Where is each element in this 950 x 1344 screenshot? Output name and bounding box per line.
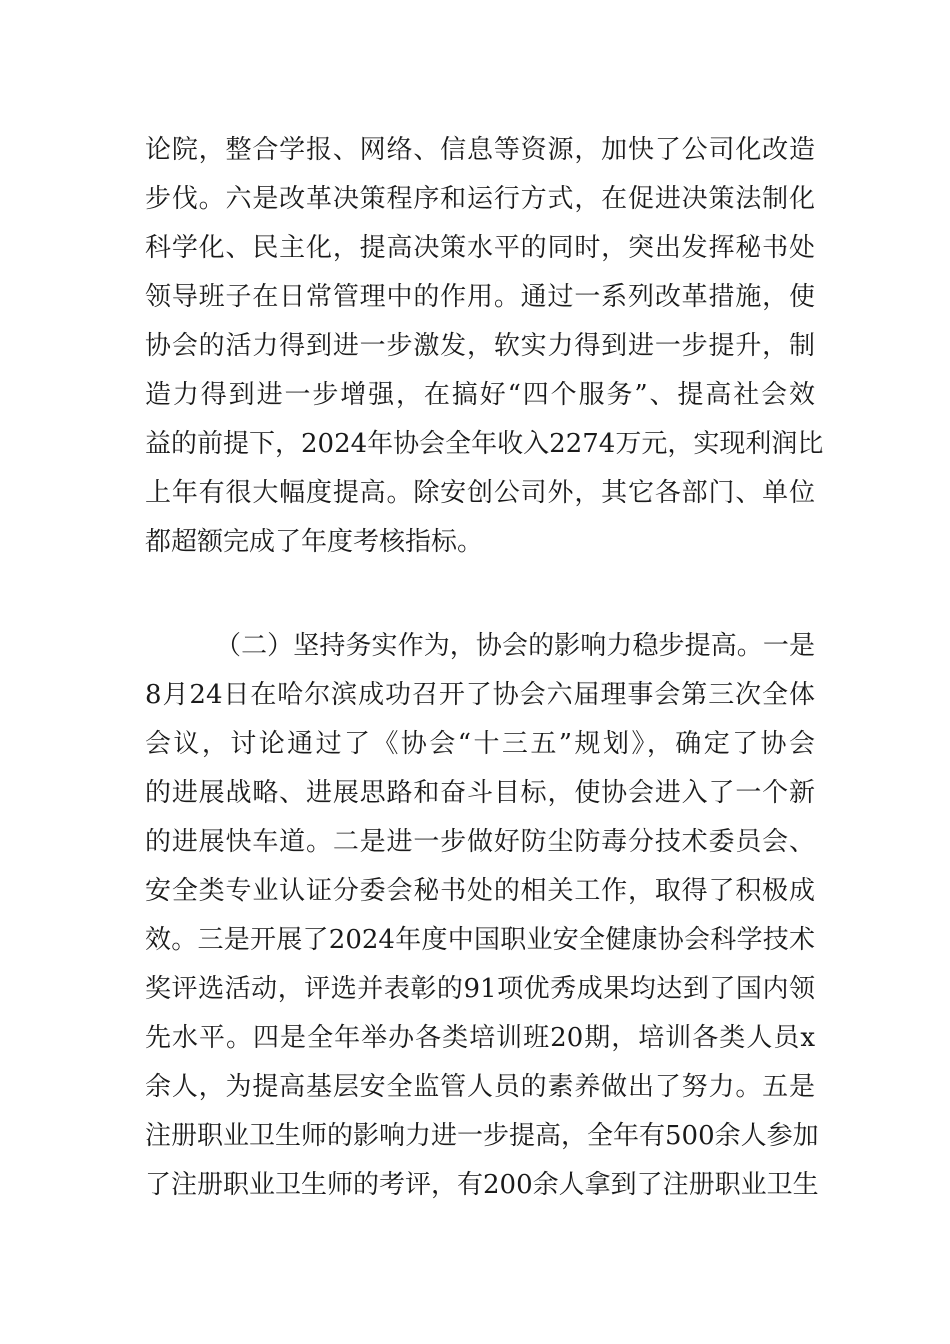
text-line: 上年有很大幅度提高。除安创公司外，其它各部门、单位 — [145, 478, 815, 508]
text-line: （二）坚持务实作为，协会的影响力稳步提高。一是 — [215, 631, 815, 661]
text-line: 领导班子在日常管理中的作用。通过一系列改革措施，使 — [145, 282, 815, 312]
text-line: 余人，为提高基层安全监管人员的素养做出了努力。五是 — [145, 1072, 815, 1102]
text-line: 都超额完成了年度考核指标。 — [145, 527, 484, 557]
text-line: 协会的活力得到进一步激发，软实力得到进一步提升，制 — [145, 331, 815, 361]
text-line: 安全类专业认证分委会秘书处的相关工作，取得了积极成 — [145, 876, 815, 906]
text-line: 的进展快车道。二是进一步做好防尘防毒分技术委员会、 — [145, 827, 815, 857]
text-line: 的进展战略、进展思路和奋斗目标，使协会进入了一个新 — [145, 778, 815, 808]
text-line: 会议，讨论通过了《协会“十三五”规划》，确定了协会 — [145, 729, 815, 759]
text-line: 注册职业卫生师的影响力进一步提高，全年有500余人参加 — [145, 1121, 819, 1151]
text-line: 效。三是开展了2024年度中国职业安全健康协会科学技术 — [145, 925, 815, 955]
text-line: 先水平。四是全年举办各类培训班20期，培训各类人员x — [145, 1023, 815, 1053]
text-line: 8月24日在哈尔滨成功召开了协会六届理事会第三次全体 — [145, 680, 815, 710]
text-line: 造力得到进一步增强，在搞好“四个服务”、提高社会效 — [145, 380, 815, 410]
text-line: 论院，整合学报、网络、信息等资源，加快了公司化改造 — [145, 135, 815, 165]
text-line: 了注册职业卫生师的考评，有200余人拿到了注册职业卫生 — [145, 1170, 819, 1200]
text-line: 益的前提下，2024年协会全年收入2274万元，实现利润比 — [145, 429, 824, 459]
text-line: 奖评选活动，评选并表彰的91项优秀成果均达到了国内领 — [145, 974, 815, 1004]
text-line: 科学化、民主化，提高决策水平的同时，突出发挥秘书处 — [145, 233, 815, 263]
text-line: 步伐。六是改革决策程序和运行方式，在促进决策法制化 — [145, 184, 815, 214]
